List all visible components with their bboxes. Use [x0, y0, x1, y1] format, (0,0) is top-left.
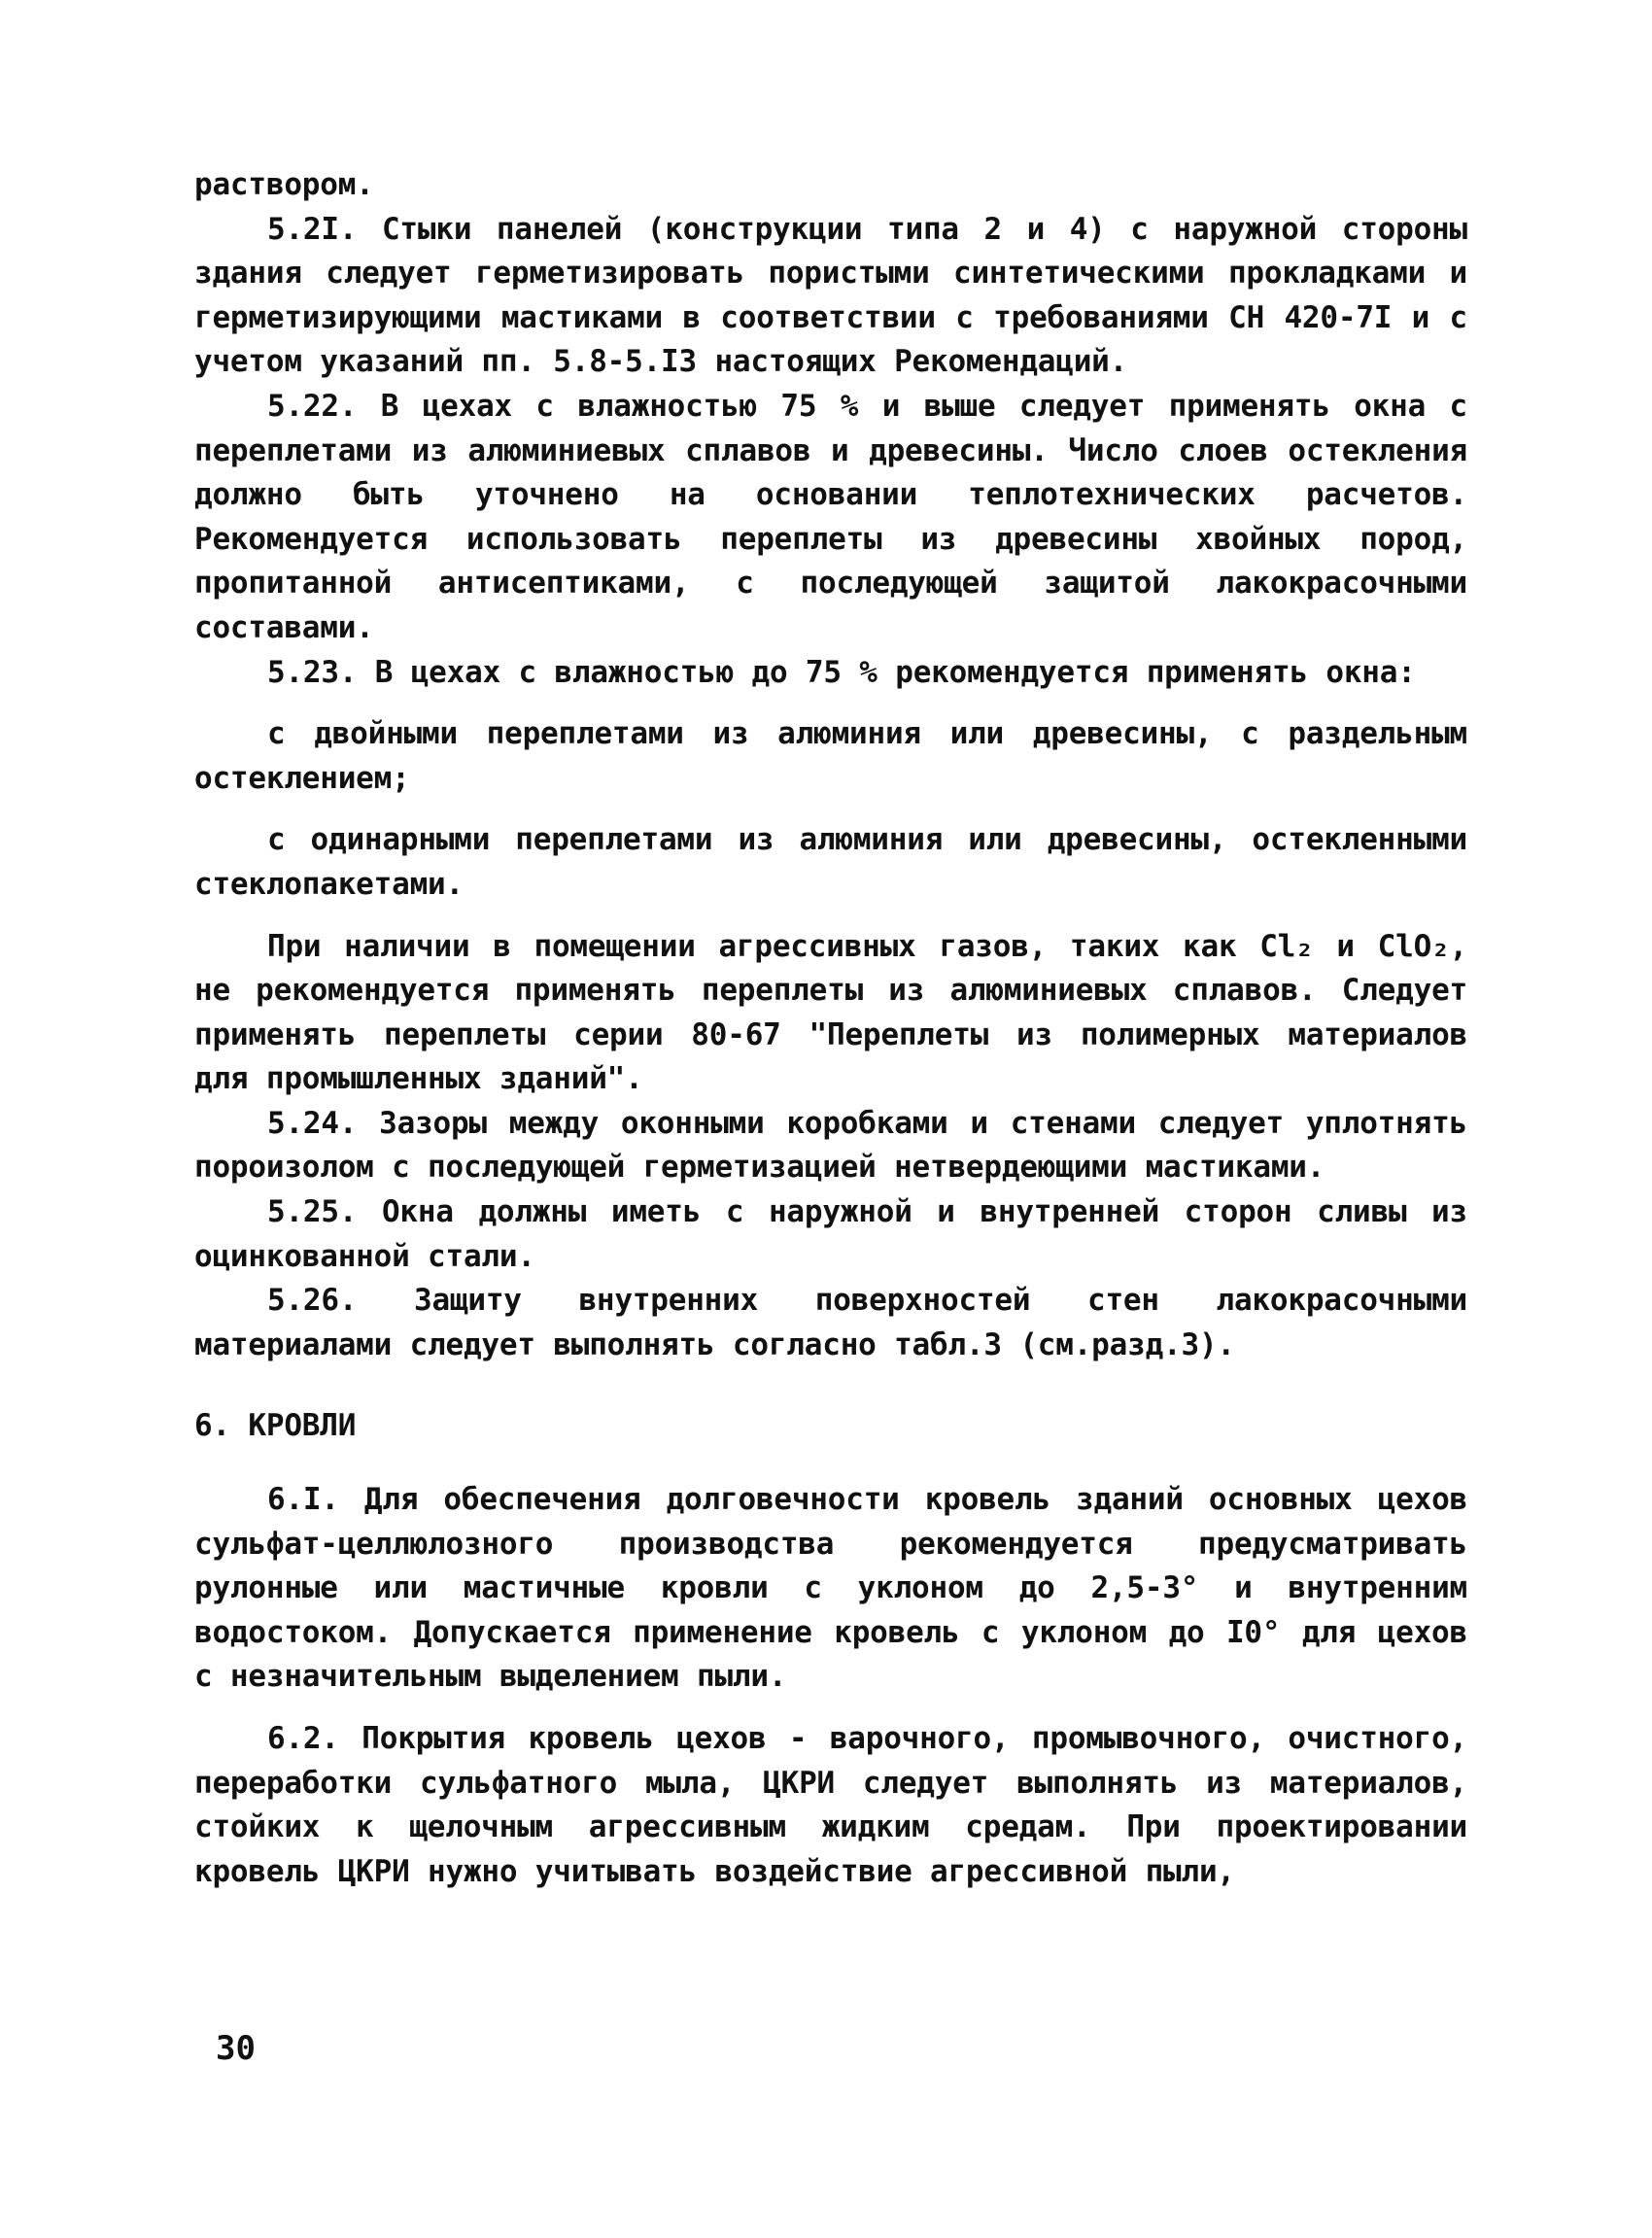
- page-number: 30: [216, 2029, 256, 2068]
- paragraph-5-21: 5.2I. Стыки панелей (конструкции типа 2 и 4) с наружной стороны здания следует герметизировать пористыми синтетическими прокладками и герметизирующими мастиками в соответствии с требованиями СН 420-7I и с учетом указаний пп. 5.8-5.I3 настоящих Рекомендаций.: [194, 211, 1467, 380]
- list-item-double-frames: с двойными переплетами из алюминия или древесины, с раздельным остеклением;: [194, 716, 1467, 796]
- list-item-single-frames: с одинарными переплетами из алюминия или древесины, остекленными стеклопакетами.: [194, 822, 1467, 902]
- paragraph-5-22: 5.22. В цехах с влажностью 75 % и выше следует применять окна с переплетами из алюминиевых сплавов и древесины. Число слоев остекления должно быть уточнено на основании теплотехнических расчетов. Рекомендуется использовать переплеты из древесины хвойных пород, пропитанной антисептиками, с последующей защитой лакокрасочными составами.: [194, 388, 1467, 645]
- paragraph-5-24: 5.24. Зазоры между оконными коробками и стенами следует уплотнять пороизолом с последующей герметизацией нетвердеющими мастиками.: [194, 1105, 1467, 1186]
- section-heading-roofs: 6. КРОВЛИ: [194, 1408, 357, 1444]
- paragraph-aggressive-gases: При наличии в помещении агрессивных газов, таких как Cl₂ и ClO₂, не рекомендуется применять переплеты из алюминиевых сплавов. Следует применять переплеты серии 80-67 "Переплеты из полимерных материалов для промышленных зданий".: [194, 928, 1467, 1097]
- paragraph-5-26: 5.26. Защиту внутренних поверхностей стен лакокрасочными материалами следует выполнять согласно табл.3 (см.разд.3).: [194, 1283, 1467, 1362]
- paragraph-5-23: 5.23. В цехах с влажностью до 75 % рекомендуется применять окна:: [267, 654, 1416, 690]
- text-body: [194, 163, 1467, 1894]
- paragraph-6-1: 6.I. Для обеспечения долговечности кровель зданий основных цехов сульфат-целлюлозного производства рекомендуется предусматривать рулонные или мастичные кровли с уклоном до 2,5-3° и внутренним водостоком. Допускается применение кровель с уклоном до I0° для цехов с незначительным выделением пыли.: [194, 1482, 1467, 1695]
- paragraph-5-25: 5.25. Окна должны иметь с наружной и внутренней сторон сливы из оцинкованной стали.: [194, 1194, 1467, 1274]
- paragraph-6-2: 6.2. Покрытия кровель цехов - варочного, промывочного, очистного, переработки сульфатного мыла, ЦКРИ следует выполнять из материалов, стойких к щелочным агрессивным жидким средам. При проектировании кровель ЦКРИ нужно учитывать воздействие агрессивной пыли,: [194, 1721, 1467, 1889]
- paragraph-continuation: раствором.: [194, 167, 374, 202]
